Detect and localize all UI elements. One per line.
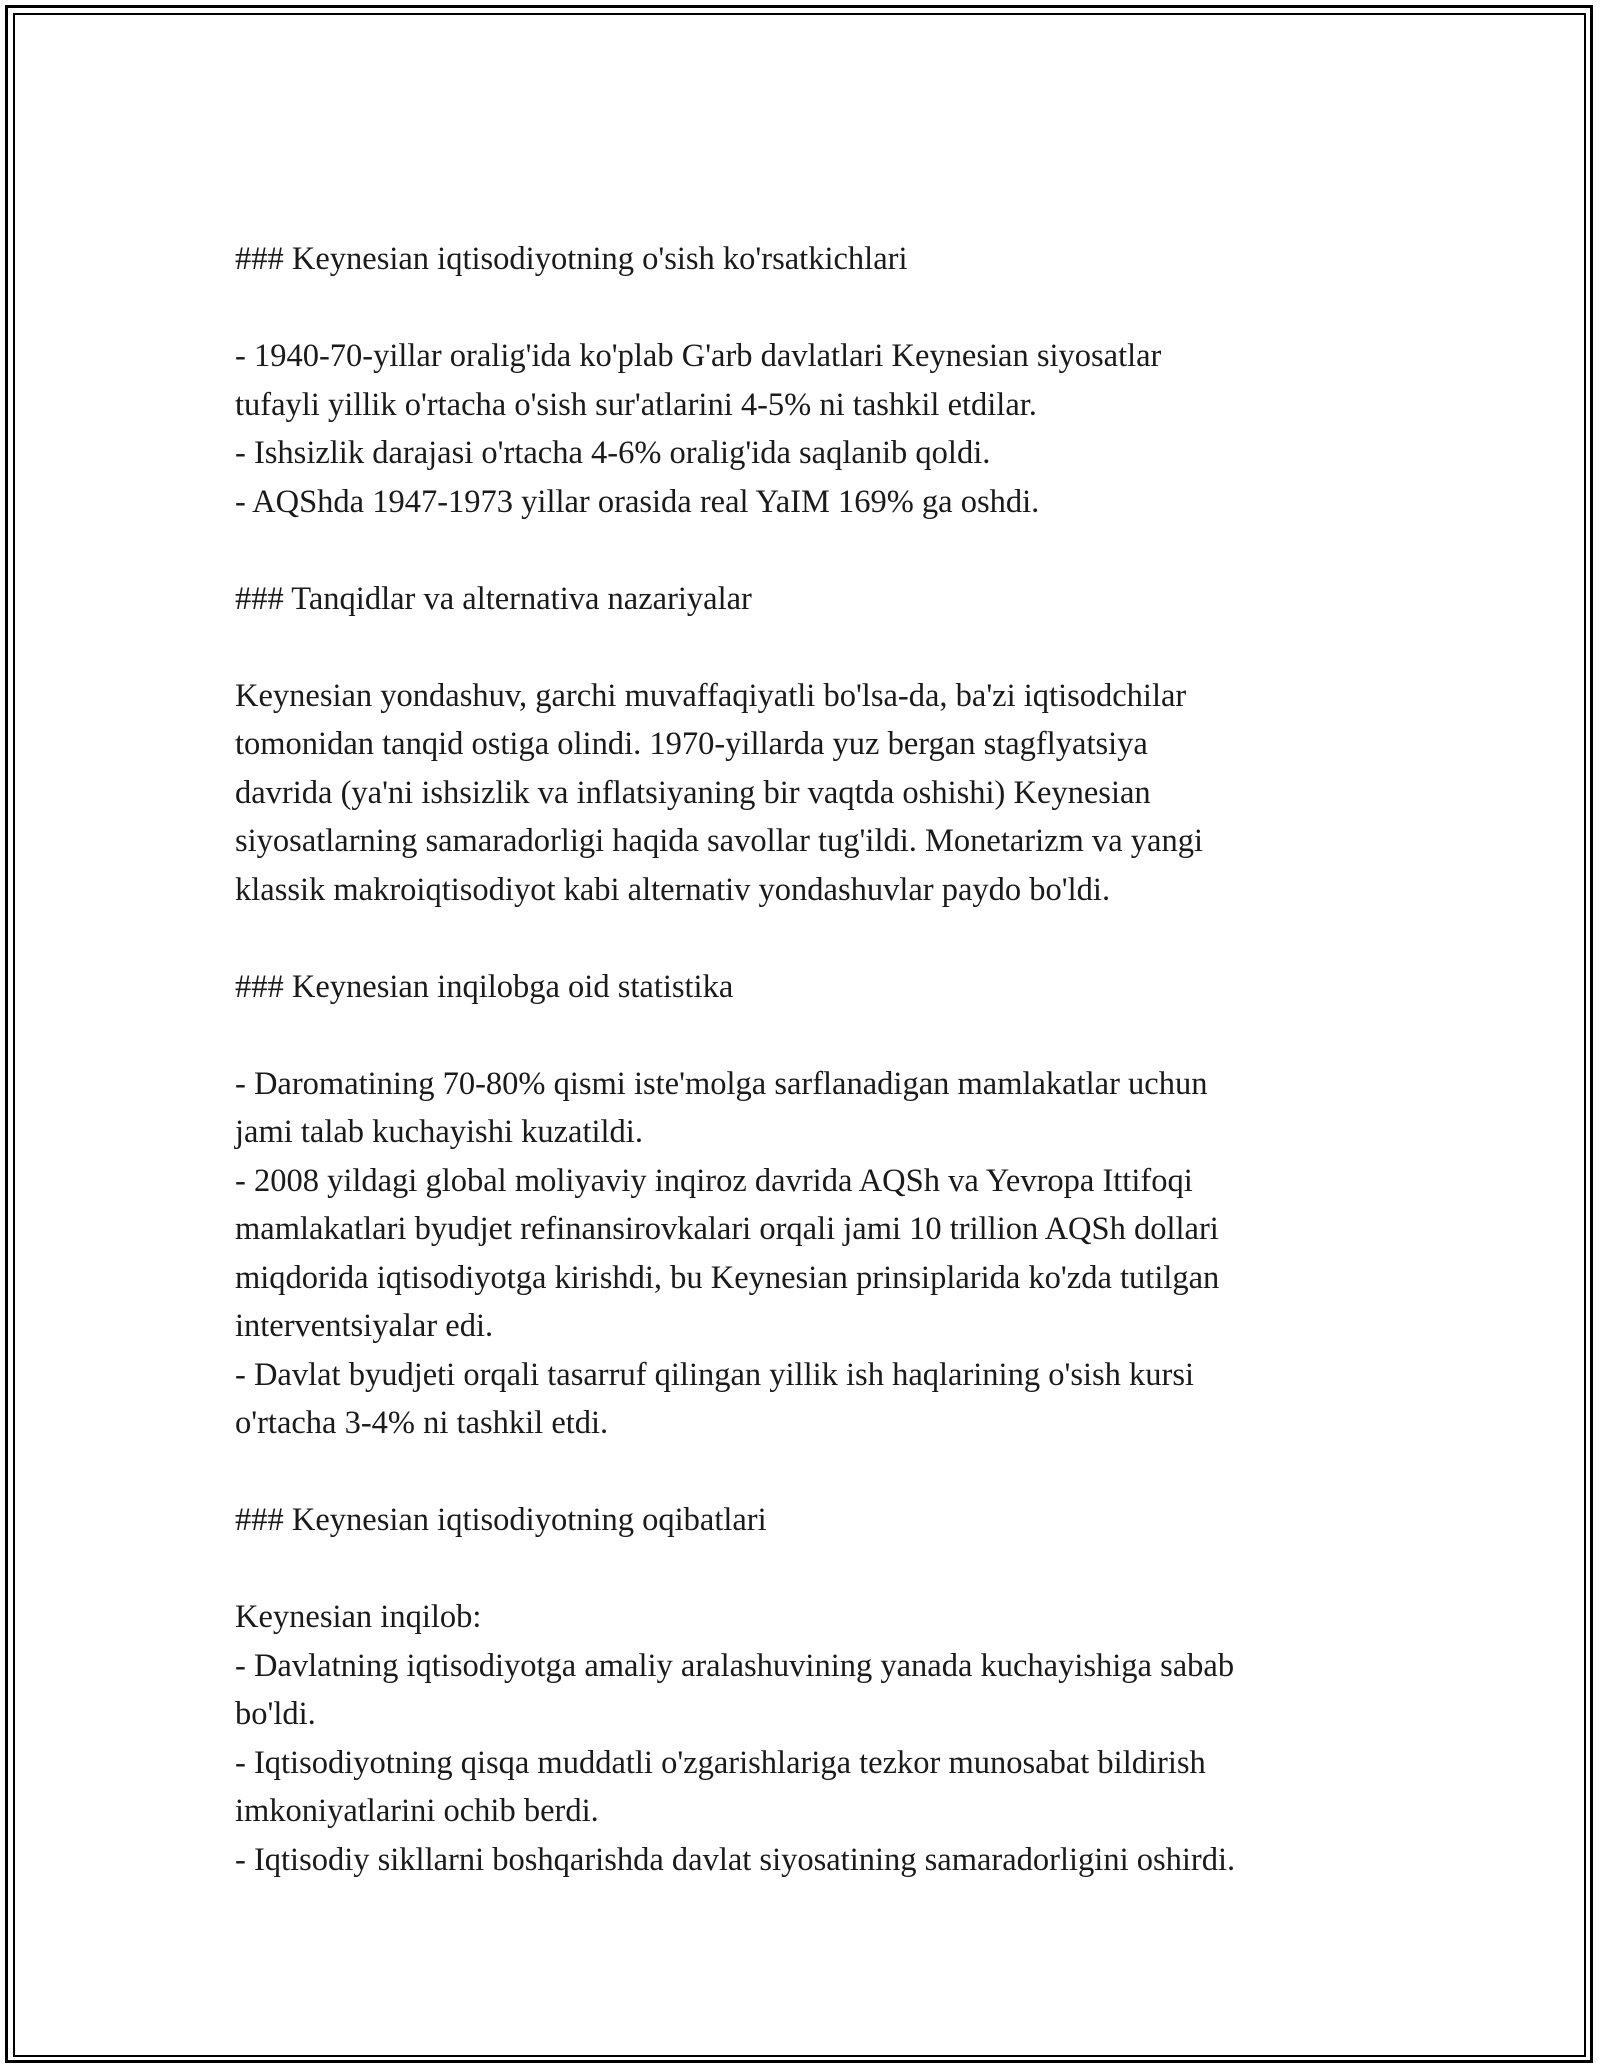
section-heading: ### Keynesian iqtisodiyotning oqibatlari: [235, 1502, 767, 1538]
text-line: Keynesian inqilob:: [235, 1599, 482, 1635]
text-line: - Daromatining 70-80% qismi iste'molga sarflanadigan mamlakatlar uchun: [235, 1065, 1208, 1102]
text-line: - Ishsizlik darajasi o'rtacha 4-6% oralig'ida saqlanib qoldi.: [235, 435, 991, 471]
text-line: bo'ldi.: [235, 1696, 316, 1732]
blank-line: [235, 1448, 1395, 1497]
blank-line: [235, 623, 1395, 672]
section-heading: ### Keynesian iqtisodiyotning o'sish ko'rsatkichlari: [235, 241, 908, 277]
text-line: interventsiyalar edi.: [235, 1308, 494, 1344]
text-line: - Davlatning iqtisodiyotga amaliy aralashuvining yanada kuchayishiga sabab: [235, 1647, 1235, 1684]
text-line: - Iqtisodiyotning qisqa muddatli o'zgarishlariga tezkor munosabat bildirish: [235, 1744, 1206, 1781]
text-line: - Davlat byudjeti orqali tasarruf qilingan yillik ish haqlarining o'sish kursi: [235, 1356, 1195, 1393]
text-line: o'rtacha 3-4% ni tashkil etdi.: [235, 1405, 609, 1441]
text-line: siyosatlarning samaradorligi haqida savollar tug'ildi. Monetarizm va yangi: [235, 823, 1203, 859]
blank-line: [235, 526, 1395, 575]
section-heading: ### Tanqidlar va alternativa nazariyalar: [235, 580, 752, 617]
blank-line: [235, 914, 1395, 963]
text-line: tufayli yillik o'rtacha o'sish sur'atlarini 4-5% ni tashkil etdilar.: [235, 386, 1037, 423]
text-line: Keynesian yondashuv, garchi muvaffaqiyatli bo'lsa-da, ba'zi iqtisodchilar: [235, 677, 1187, 714]
text-line: davrida (ya'ni ishsizlik va inflatsiyaning bir vaqtda oshishi) Keynesian: [235, 774, 1151, 811]
text-line: - 2008 yildagi global moliyaviy inqiroz davrida AQSh va Yevropa Ittifoqi: [235, 1162, 1193, 1199]
text-line: klassik makroiqtisodiyot kabi alternativ yondashuvlar paydo bo'ldi.: [235, 871, 1111, 908]
text-line: - Iqtisodiy sikllarni boshqarishda davlat siyosatining samaradorligini oshirdi.: [235, 1841, 1236, 1878]
text-line: mamlakatlari byudjet refinansirovkalari orqali jami 10 trillion AQSh dollari: [235, 1211, 1219, 1247]
text-line: imkoniyatlarini ochib berdi.: [235, 1793, 599, 1829]
section-heading: ### Keynesian inqilobga oid statistika: [235, 968, 734, 1005]
text-line: miqdorida iqtisodiyotga kirishdi, bu Keynesian prinsiplarida ko'zda tutilgan: [235, 1259, 1220, 1296]
text-line: - AQShda 1947-1973 yillar orasida real YaIM 169% ga oshdi.: [235, 483, 1040, 520]
text-line: jami talab kuchayishi kuzatildi.: [235, 1114, 643, 1150]
blank-line: [235, 284, 1395, 333]
blank-line: [235, 1545, 1395, 1594]
blank-line: [235, 1011, 1395, 1060]
text-line: tomonidan tanqid ostiga olindi. 1970-yillarda yuz bergan stagflyatsiya: [235, 726, 1148, 762]
text-line: - 1940-70-yillar oralig'ida ko'plab G'arb davlatlari Keynesian siyosatlar: [235, 338, 1162, 374]
document-body: [235, 235, 1395, 1884]
